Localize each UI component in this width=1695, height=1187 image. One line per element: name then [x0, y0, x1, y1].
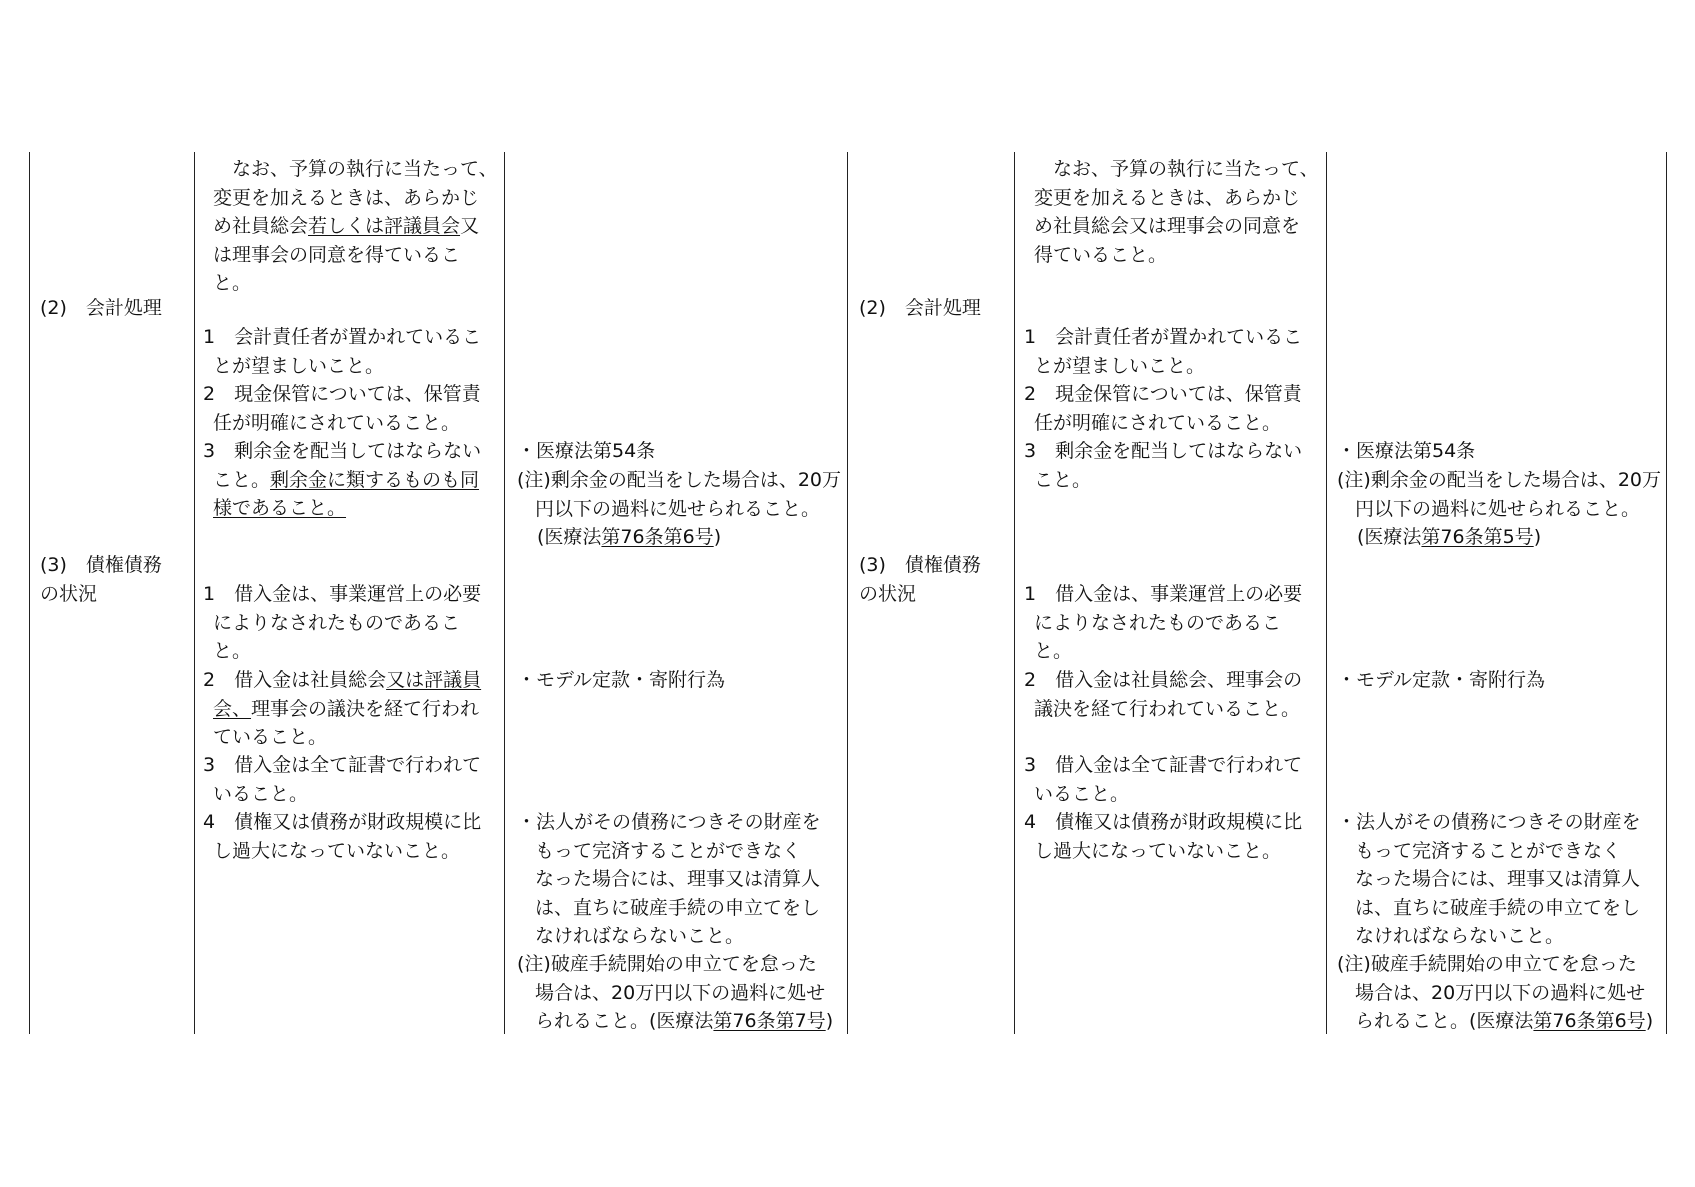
- right-acct-item-2: 2 現金保管については、保管責 任が明確にされていること。: [1024, 383, 1302, 434]
- left-acct-item-1: 1 会計責任者が置かれているこ とが望ましいこと。: [203, 326, 482, 377]
- left-debt-item-1: 1 借入金は、事業運営上の必要 によりなされたものであるこ と。: [203, 583, 482, 662]
- left-heading-accounting: (2) 会計処理: [40, 297, 162, 319]
- left-debt-item-2: 2 借入金は社員総会又は評議員 会、理事会の議決を経て行われ ていること。: [203, 669, 482, 748]
- amended-text: 又は評議員: [386, 669, 482, 691]
- amended-text: 第76条第6号: [1533, 1010, 1646, 1032]
- right-ref-54-note: (注)剰余金の配当をした場合は、20万 円以下の過料に処せられること。 (医療法第76条第5号): [1337, 469, 1662, 548]
- right-ref-model: ・モデル定款・寄附行為: [1337, 669, 1546, 691]
- right-col-divider-2: [1326, 152, 1327, 1034]
- left-debt-item-4: 4 債権又は債務が財政規模に比 し過大になっていないこと。: [203, 811, 482, 862]
- right-debt-item-3: 3 借入金は全て証書で行われて いること。: [1024, 754, 1303, 805]
- left-heading-debt: (3) 債権債務 の状況: [40, 554, 162, 605]
- amended-text: 第76条第6号: [601, 526, 714, 548]
- left-ref-model: ・モデル定款・寄附行為: [517, 669, 726, 691]
- left-ref-bankrupt-note: (注)破産手続開始の申立てを怠った 場合は、20万円以下の過料に処せ られること。(医療法第76条第7号): [517, 953, 834, 1032]
- left-ref-54-note: (注)剰余金の配当をした場合は、20万 円以下の過料に処せられること。 (医療法第76条第6号): [517, 469, 842, 548]
- amended-text: 会、: [213, 697, 252, 720]
- left-table-border: [29, 152, 30, 1034]
- right-ref-bankrupt: ・法人がその債務につきその財産を もって完済することができなく なった場合には、理事又は清算人 は、直ちに破産手続の申立てをし なければならないこと。: [1337, 811, 1641, 947]
- amended-text: 若しくは評議員会: [308, 215, 461, 237]
- right-heading-debt: (3) 債権債務 の状況: [859, 554, 981, 605]
- right-heading-accounting: (2) 会計処理: [859, 297, 981, 319]
- left-ref-54: ・医療法第54条: [517, 440, 656, 462]
- right-acct-item-1: 1 会計責任者が置かれているこ とが望ましいこと。: [1024, 326, 1303, 377]
- left-ref-bankrupt: ・法人がその債務につきその財産を もって完済することができなく なった場合には、理事又は清算人 は、直ちに破産手続の申立てをし なければならないこと。: [517, 811, 821, 947]
- amended-text: 剰余金に類するものも同: [270, 468, 480, 491]
- left-budget-note: なお、予算の執行に当たって、 変更を加えるときは、あらかじ め社員総会若しくは評議員会又 は理事会の同意を得ているこ と。: [213, 158, 498, 294]
- left-acct-item-3: 3 剰余金を配当してはならない こと。剰余金に類するものも同 様であること。: [203, 440, 482, 519]
- amended-text: 第76条第5号: [1421, 526, 1534, 548]
- left-debt-item-3: 3 借入金は全て証書で行われて いること。: [203, 754, 482, 805]
- right-acct-item-3: 3 剰余金を配当してはならない こと。: [1024, 440, 1303, 491]
- amended-text: 第76条第7号: [713, 1010, 826, 1032]
- right-ref-bankrupt-note: (注)破産手続開始の申立てを怠った 場合は、20万円以下の過料に処せ られること。(医療法第76条第6号): [1337, 953, 1654, 1032]
- center-divider: [847, 152, 848, 1034]
- amended-text: 様であること。: [213, 497, 347, 519]
- right-ref-54: ・医療法第54条: [1337, 440, 1476, 462]
- right-debt-item-1: 1 借入金は、事業運営上の必要 によりなされたものであるこ と。: [1024, 583, 1303, 662]
- right-table-border: [1666, 152, 1667, 1034]
- left-col-divider-2: [504, 152, 505, 1034]
- left-col-divider-1: [194, 152, 195, 1034]
- right-budget-note: なお、予算の執行に当たって、 変更を加えるときは、あらかじ め社員総会又は理事会の同意を 得ていること。: [1034, 158, 1319, 266]
- right-debt-item-4: 4 債権又は債務が財政規模に比 し過大になっていないこと。: [1024, 811, 1303, 862]
- left-acct-item-2: 2 現金保管については、保管責 任が明確にされていること。: [203, 383, 481, 434]
- right-col-divider-1: [1014, 152, 1015, 1034]
- right-debt-item-2: 2 借入金は社員総会、理事会の 議決を経て行われていること。: [1024, 669, 1303, 720]
